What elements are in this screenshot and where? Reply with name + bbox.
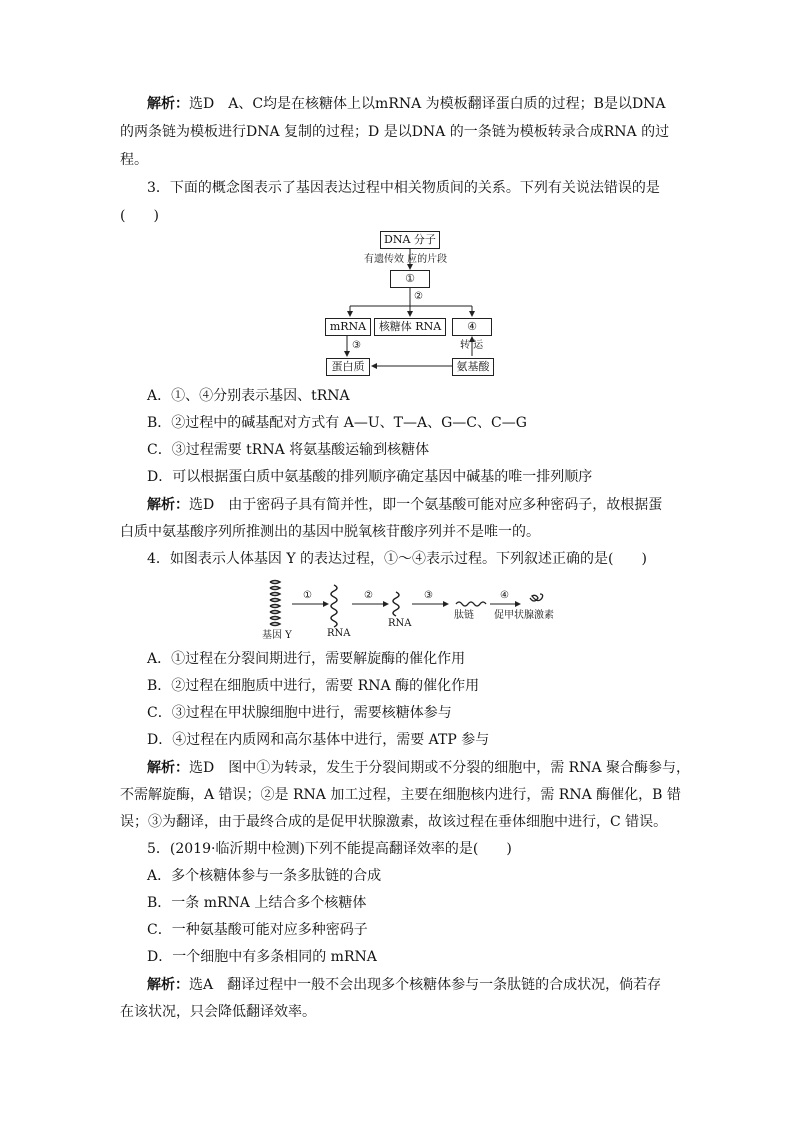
process-2-label: ② [414, 291, 423, 302]
question-3-stem: 3．下面的概念图表示了基因表达过程中相关物质间的关系。下列有关说法错误的是 [147, 180, 660, 196]
q4-option-a: A．①过程在分裂间期进行，需要解旋酶的催化作用 [147, 651, 466, 667]
q3-option-c: C．③过程需要 tRNA 将氨基酸运输到核糖体 [147, 442, 430, 458]
analysis-text: 选A 翻译过程中一般不会出现多个核糖体参与一条肽链的合成状况，倘若存 [189, 977, 662, 993]
analysis-label: 解析： [147, 977, 189, 993]
protein-box: 蛋白质 [326, 358, 370, 376]
q5-option-b: B．一条 mRNA 上结合多个核糖体 [147, 895, 367, 911]
q4-analysis-line-1 [147, 759, 690, 777]
dna-edge-label: 有遗传效 应的片段 [364, 254, 448, 265]
q4-option-b: B．②过程在细胞质中进行，需要 RNA 酶的催化作用 [147, 678, 480, 694]
question-4-stem: 4．如图表示人体基因 Y 的表达过程，①～④表示过程。下列叙述正确的是( ) [147, 551, 647, 567]
peptide-label: 肽链 [454, 610, 474, 621]
q3-analysis-line-2: 白质中氨基酸序列所推测出的基因中脱氧核苷酸序列并不是唯一的。 [120, 524, 540, 540]
amino-acid-box: 氨基酸 [452, 358, 494, 376]
analysis-label: 解析： [147, 96, 189, 112]
rna-2-label: RNA [388, 618, 412, 629]
q4-analysis-line-3: 误；③为翻译，由于最终合成的是促甲状腺激素，故该过程在垂体细胞中进行，C 错误。 [120, 814, 668, 830]
analysis-label: 解析： [147, 760, 189, 776]
dna-helix-icon [270, 581, 280, 626]
hormone-protein-icon [530, 594, 543, 601]
analysis-text: 选D 由于密码子具有简并性，即一个氨基酸可能对应多种密码子，故根据蛋 [189, 497, 663, 513]
rrna-box: 核糖体 RNA [374, 318, 446, 336]
q5-analysis-line-1 [147, 976, 661, 994]
gene-node-1: ① [390, 270, 430, 288]
node-4-box: ④ [452, 318, 492, 336]
mrna-box: mRNA [325, 318, 371, 336]
step-4-label: ④ [500, 590, 509, 601]
q5-option-d: D．一个细胞中有多条相同的 mRNA [147, 949, 377, 965]
rna-1-label: RNA [327, 628, 351, 639]
mature-rna-icon [393, 592, 399, 616]
q3-option-a: A．①、④分别表示基因、tRNA [147, 388, 350, 404]
step-2-label: ② [364, 590, 373, 601]
question-5-stem: 5．(2019·临沂期中检测)下列不能提高翻译效率的是( ) [147, 841, 512, 857]
answer-2-line-2: 的两条链为模板进行DNA 复制的过程；D 是以DNA 的一条链为模板转录合成RNA 的过 [120, 124, 670, 140]
q5-option-a: A．多个核糖体参与一条多肽链的合成 [147, 868, 382, 884]
analysis-text: 选D 图中①为转录，发生于分裂间期或不分裂的细胞中，需 RNA 聚合酶参与， [189, 760, 691, 776]
gene-y-label: 基因 Y [262, 630, 292, 641]
q4-analysis-line-2: 不需解旋酶，A 错误；②是 RNA 加工过程，主要在细胞核内进行，需 RNA 酶催化，B 错 [120, 787, 681, 803]
dna-molecule-box: DNA 分子 [380, 231, 440, 249]
question-3-bracket: ( ) [120, 208, 159, 224]
q3-option-d: D．可以根据蛋白质中氨基酸的排列顺序确定基因中碱基的唯一排列顺序 [147, 469, 593, 485]
step-1-label: ① [303, 590, 312, 601]
rna-strand-icon [331, 585, 337, 627]
analysis-text: 选D A、C均是在核糖体上以mRNA 为模板翻译蛋白质的过程；B是以DNA [189, 96, 666, 112]
answer-2-line-3: 程。 [120, 152, 148, 168]
q3-option-b: B．②过程中的碱基配对方式有 A—U、T—A、G—C、C—G [147, 415, 527, 431]
peptide-chain-icon [456, 602, 486, 606]
transport-label: 转 运 [460, 340, 484, 351]
q5-option-c: C．一种氨基酸可能对应多种密码子 [147, 922, 368, 938]
hormone-label: 促甲状腺激素 [494, 610, 554, 621]
process-3-label: ③ [352, 340, 361, 351]
q4-option-d: D．④过程在内质网和高尔基体中进行，需要 ATP 参与 [147, 732, 490, 748]
q4-option-c: C．③过程在甲状腺细胞中进行，需要核糖体参与 [147, 705, 452, 721]
analysis-label: 解析： [147, 497, 189, 513]
q5-analysis-line-2: 在该状况，只会降低翻译效率。 [120, 1004, 316, 1020]
step-3-label: ③ [424, 590, 433, 601]
